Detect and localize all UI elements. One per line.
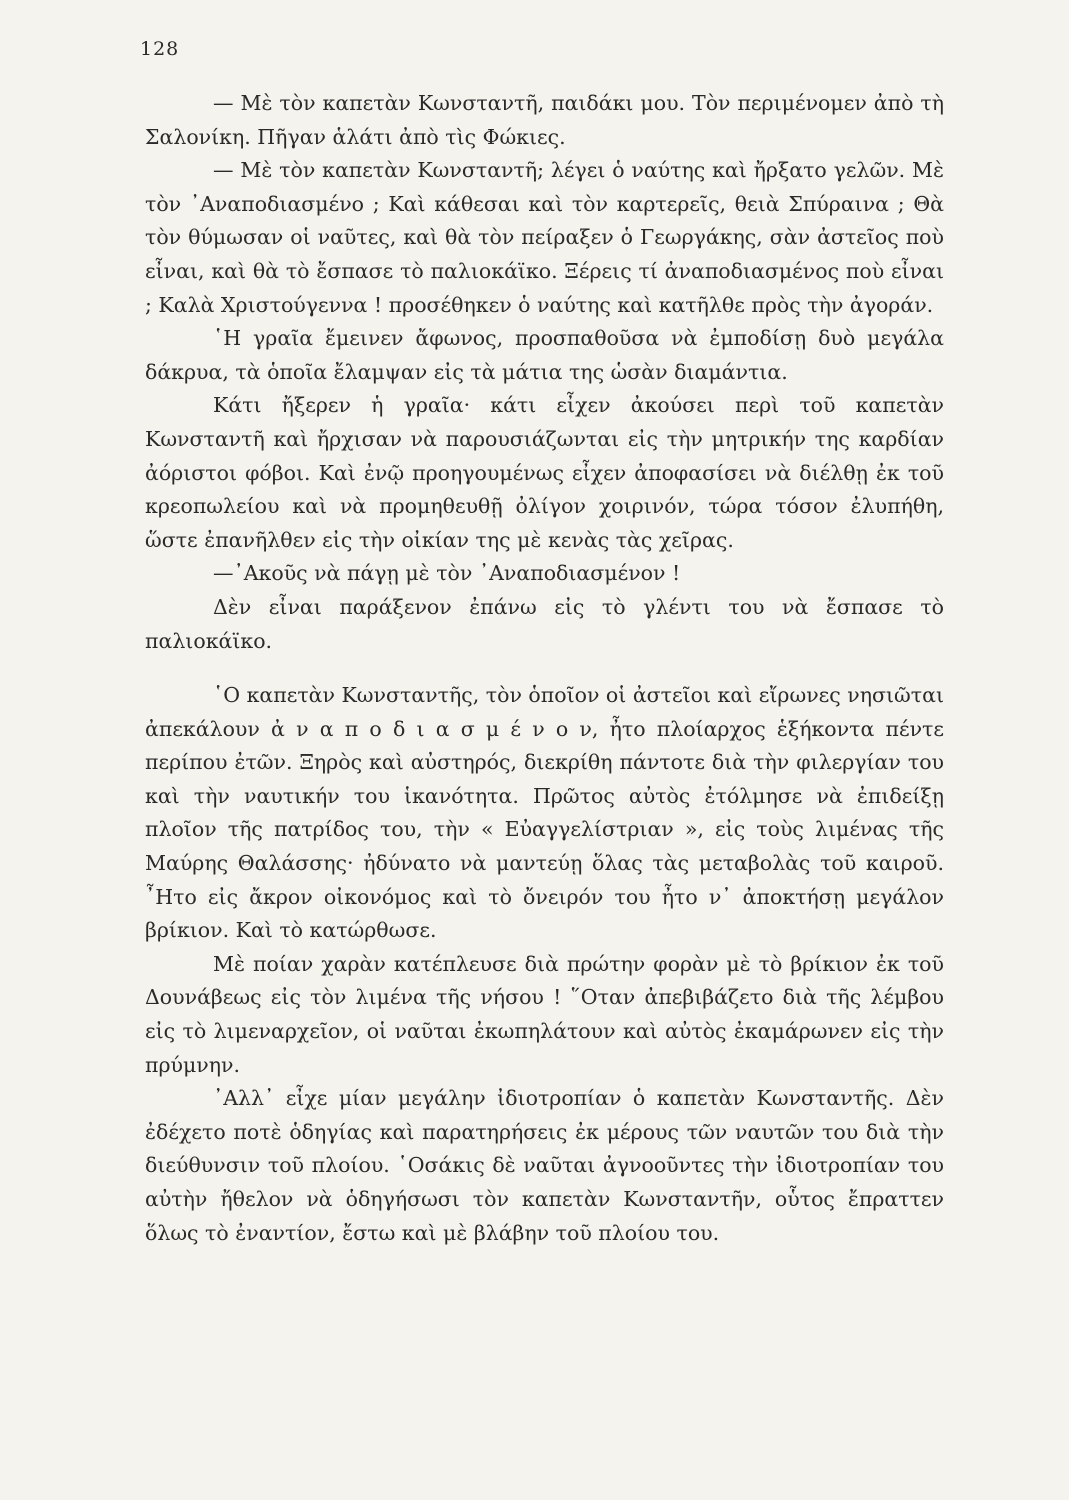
paragraph: ᾿Αλλ᾿ εἶχε μίαν μεγάλην ἰδιοτροπίαν ὁ καπετὰν Κωνσταντῆς. Δὲν ἐδέχετο ποτὲ ὁδηγίας καὶ παρατηρήσεις ἐκ μέρους τῶν ναυτῶν του διὰ τὴν διεύθυνσιν τοῦ πλοίου. ῾Οσάκις δὲ ναῦται ἀγνοοῦντες τὴν ἰδιοτροπίαν του αὐτὴν ἤθελον νὰ ὁδηγήσωσι τὸν καπετὰν Κωνσταντῆν, οὗτος ἔπραττεν ὅλως τὸ ἐναντίον, ἔστω καὶ μὲ βλάβην τοῦ πλοίου του. — [145, 1086, 944, 1245]
paragraph: ῾Η γραῖα ἔμεινεν ἄφωνος, προσπαθοῦσα νὰ ἐμποδίσῃ δυὸ μεγάλα δάκρυα, τὰ ὁποῖα ἔλαμψαν εἰς τὰ μάτια της ὡσὰν διαμάντια. — [145, 326, 944, 384]
body-text — [145, 87, 944, 1250]
paragraph: Μὲ ποίαν χαρὰν κατέπλευσε διὰ πρώτην φορὰν μὲ τὸ βρίκιον ἐκ τοῦ Δουνάβεως εἰς τὸν λιμένα τῆς νήσου ! ῞Οταν ἀπεβιβάζετο διὰ τῆς λέμβου εἰς τὸ λιμεναρχεῖον, οἱ ναῦται ἐκωπηλάτουν καὶ αὐτὸς ἐκαμάρωνεν εἰς τὴν πρύμνην. — [145, 951, 944, 1077]
page-number: 128 — [140, 38, 180, 60]
paragraph: — Μὲ τὸν καπετὰν Κωνσταντῆ; λέγει ὁ ναύτης καὶ ἤρξατο γελῶν. Μὲ τὸν ᾿Αναποδιασμένο ; Καὶ κάθεσαι καὶ τὸν καρτερεῖς, θειὰ Σπύραινα ; Θὰ τὸν θύμωσαν οἱ ναῦτες, καὶ θὰ τὸν πείραξεν ὁ Γεωργάκης, σὰν ἀστεῖος ποὺ εἶναι, καὶ θὰ τὸ ἔσπασε τὸ παλιοκάϊκο. Ξέρεις τί ἀναποδιασμένος ποὺ εἶναι ; Καλὰ Χριστούγεννα ! προσέθηκεν ὁ ναύτης καὶ κατῆλθε πρὸς τὴν ἀγοράν. — [145, 158, 944, 317]
paragraph: ῾Ο καπετὰν Κωνσταντῆς, τὸν ὁποῖον οἱ ἀστεῖοι καὶ εἴρωνες νησιῶται ἀπεκάλουν ἀ ν α π ο δ ι α σ μ έ ν ο ν, ἦτο πλοίαρχος ἑξήκοντα πέντε περίπου ἐτῶν. Ξηρὸς καὶ αὐστηρός, διεκρίθη πάντοτε διὰ τὴν φιλεργίαν του καὶ τὴν ναυτικήν του ἱκανότητα. Πρῶτος αὐτὸς ἐτόλμησε νὰ ἐπιδείξῃ πλοῖον τῆς πατρίδος του, τὴν « Εὐαγγελίστριαν », εἰς τοὺς λιμένας τῆς Μαύρης Θαλάσσης· ἠδύνατο νὰ μαντεύῃ ὅλας τὰς μεταβολὰς τοῦ καιροῦ. ῏Ητο εἰς ἄκρον οἰκονόμος καὶ τὸ ὄνειρόν του ἦτο ν᾿ ἀποκτήσῃ μεγάλον βρίκιον. Καὶ τὸ κατώρθωσε. — [145, 683, 944, 943]
paragraph: Δὲν εἶναι παράξενον ἐπάνω εἰς τὸ γλέντι του νὰ ἔσπασε τὸ παλιοκάϊκο. — [145, 594, 944, 653]
paragraph: —᾿Ακοῦς νὰ πάγῃ μὲ τὸν ᾿Αναποδιασμένον ! — [213, 561, 681, 586]
paragraph: Κάτι ἤξερεν ἡ γραῖα· κάτι εἶχεν ἀκούσει περὶ τοῦ καπετὰν Κωνσταντῆ καὶ ἤρχισαν νὰ παρουσιάζωνται εἰς τὴν μητρικήν της καρδίαν ἀόριστοι φόβοι. Καὶ ἐνῷ προηγουμένως εἶχεν ἀποφασίσει νὰ διέλθῃ ἐκ τοῦ κρεοπωλείου καὶ νὰ προμηθευθῇ ὀλίγον χοιρινόν, τώρα τόσον ἐλυπήθη, ὥστε ἐπανῆλθεν εἰς τὴν οἰκίαν της μὲ κενὰς τὰς χεῖρας. — [145, 393, 944, 552]
paragraph: — Μὲ τὸν καπετὰν Κωνσταντῆ, παιδάκι μου. Τὸν περιμένομεν ἀπὸ τὴ Σαλονίκη. Πῆγαν ἁλάτι ἀπὸ τὶς Φώκιες. — [145, 91, 944, 149]
